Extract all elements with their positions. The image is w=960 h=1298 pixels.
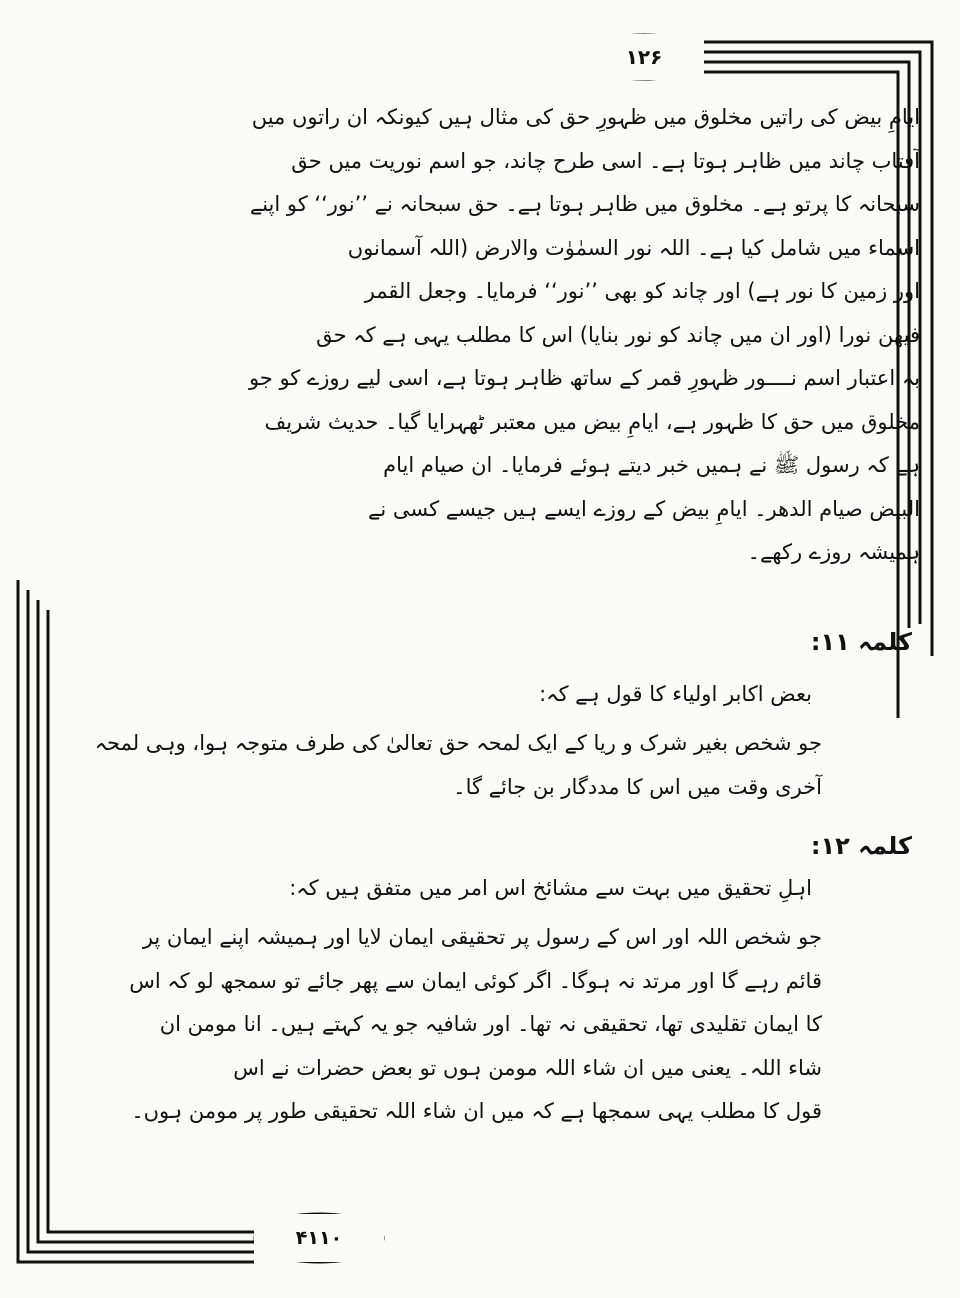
text-line: آخری وقت میں اس کا مددگار بن جائے گا۔ bbox=[453, 774, 822, 799]
text-line: آفتاب چاند میں ظاہر ہوتا ہے۔ اسی طرح چاند، جو اسم نوریت میں حق bbox=[291, 148, 920, 173]
text-line: کا ایمان تقلیدی تھا، تحقیقی نہ تھا۔ اور شافیہ جو یہ کہتے ہیں۔ انا مومن ان bbox=[159, 1012, 822, 1036]
page-number-bottom: ۴۱۱۰ bbox=[254, 1214, 384, 1262]
text-line: اور زمین کا نور ہے) اور چاند کو بھی ’’نور‘‘ فرمایا۔ وجعل القمر bbox=[364, 279, 920, 303]
kalima-11-intro: بعض اکابر اولیاء کا قول ہے کہ: bbox=[539, 682, 812, 706]
text-line: ہے کہ رسول ﷺ نے ہمیں خبر دیتے ہوئے فرمایا۔ ان صیام ایام bbox=[383, 453, 920, 477]
ayyam-bid-paragraph bbox=[220, 96, 920, 575]
text-line: جو شخص بغیر شرک و ریا کے ایک لمحہ حق تعالیٰ کی طرف متوجہ ہوا، وہی لمحہ bbox=[94, 731, 822, 755]
text-line: فیھن نورا (اور ان میں چاند کو نور بنایا) اس کا مطلب یہی ہے کہ حق bbox=[316, 322, 920, 347]
kalima-11-heading: کلمہ ۱۱: bbox=[810, 628, 912, 656]
text-line: سبحانہ کا پرتو ہے۔ مخلوق میں ظاہر ہوتا ہے۔ حق سبحانہ نے ’’نور‘‘ کو اپنے bbox=[249, 192, 920, 216]
text-line: شاء اللہ۔ یعنی میں ان شاء اللہ مومن ہوں تو بعض حضرات نے اس bbox=[233, 1055, 822, 1080]
text-line: جو شخص اللہ اور اس کے رسول پر تحقیقی ایمان لایا اور ہمیشہ اپنے ایمان پر bbox=[142, 925, 822, 949]
text-line: اسماء میں شامل کیا ہے۔ اللہ نور السمٰوٰت والارض (اللہ آسمانوں bbox=[347, 235, 920, 260]
page-number-top: ۱۲۶ bbox=[584, 34, 704, 80]
text-line: ہمیشہ روزے رکھے۔ bbox=[747, 540, 920, 564]
kalima-12-heading: کلمہ ۱۲: bbox=[810, 832, 912, 860]
text-line: قائم رہے گا اور مرتد نہ ہوگا۔ اگر کوئی ایمان سے پھر جائے تو سمجھ لو کہ اس bbox=[129, 968, 822, 993]
kalima-12-paragraph bbox=[129, 916, 822, 1134]
kalima-11-paragraph bbox=[94, 722, 822, 809]
text-line: مخلوق میں حق کا ظہور ہے، ایامِ بیض میں معتبر ٹھہرایا گیا۔ حدیث شریف bbox=[264, 409, 920, 434]
kalima-12-intro: اہلِ تحقیق میں بہت سے مشائخ اس امر میں متفق ہیں کہ: bbox=[289, 876, 812, 900]
text-line: قول کا مطلب یہی سمجھا ہے کہ میں ان شاء اللہ تحقیقی طور پر مومن ہوں۔ bbox=[131, 1099, 822, 1123]
text-line: البیض صیام الدھر۔ ایامِ بیض کے روزے ایسے ہیں جیسے کسی نے bbox=[368, 496, 920, 521]
text-line: بہ اعتبار اسم نــــور ظہورِ قمر کے ساتھ ظاہر ہوتا ہے، اسی لیے روزے کو جو bbox=[248, 366, 920, 390]
text-line: ایامِ بیض کی راتیں مخلوق میں ظہورِ حق کی مثال ہیں کیونکہ ان راتوں میں bbox=[251, 105, 920, 129]
